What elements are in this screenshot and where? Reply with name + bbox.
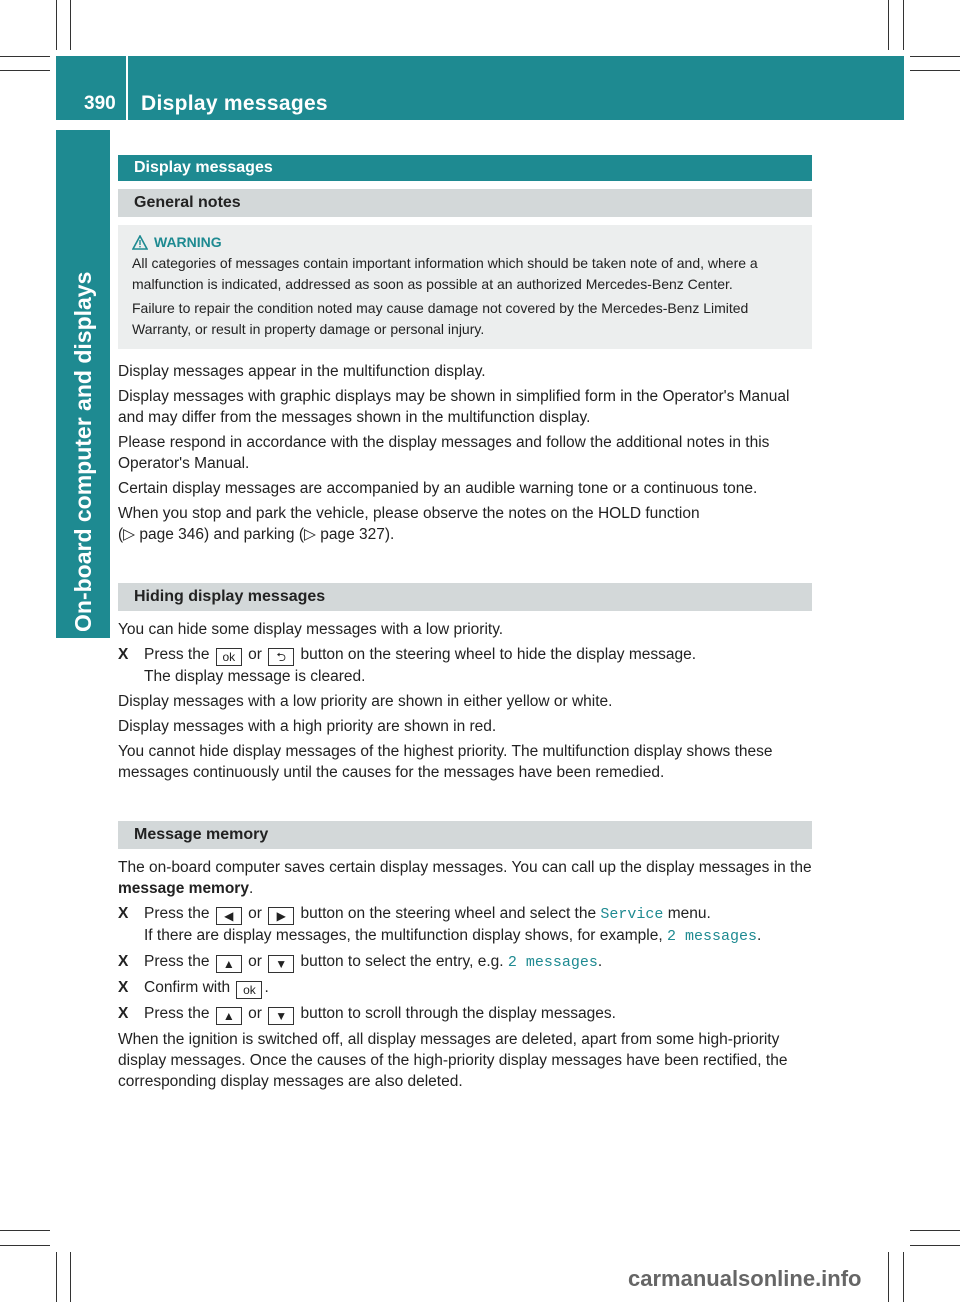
right-key-icon: ▶: [268, 907, 294, 925]
crop-mark: [910, 56, 960, 57]
paragraph: Please respond in accordance with the display messages and follow the additional notes in this Operator's Manual.: [118, 434, 770, 472]
paragraph: You cannot hide display messages of the highest priority. The multifunction display shows these messages continuously until the causes for the messages have been remedied.: [118, 743, 773, 781]
page-content: [118, 155, 812, 1096]
crop-mark: [56, 1252, 57, 1302]
paragraph-text: .: [248, 880, 254, 897]
crop-mark: [888, 0, 889, 50]
crop-mark: [903, 1252, 904, 1302]
step-text: Confirm with: [144, 979, 231, 996]
paragraph: Display messages with a low priority are shown in either yellow or white.: [118, 693, 613, 710]
warning-header: [132, 231, 802, 253]
step-text: .: [597, 953, 603, 970]
step-result: If there are display messages, the multifunction display shows, for example,: [144, 927, 663, 944]
heading-message-memory: Message memory: [118, 821, 812, 849]
step-text: Press the: [144, 905, 210, 922]
instruction-step: [118, 644, 812, 687]
page-number: 390: [84, 93, 116, 114]
heading-general-notes: General notes: [118, 189, 812, 217]
step-marker: X: [118, 979, 129, 996]
paragraph: [118, 857, 812, 899]
crop-mark: [0, 56, 50, 57]
header-divider: [126, 56, 128, 120]
paragraph-text: The on-board computer saves certain display messages. You can call up the display messages in the: [118, 859, 812, 876]
paragraph: Certain display messages are accompanied by an audible warning tone or a continuous tone.: [118, 480, 758, 497]
warning-box: [118, 225, 812, 349]
crop-mark: [70, 1252, 71, 1302]
crop-mark: [903, 0, 904, 50]
step-text: Press the: [144, 646, 210, 663]
crop-mark: [910, 1245, 960, 1246]
crop-mark: [910, 70, 960, 71]
down-key-icon: ▼: [268, 955, 294, 973]
instruction-step: [118, 977, 812, 999]
crop-mark: [56, 0, 57, 50]
paragraph: When the ignition is switched off, all display messages are deleted, apart from some high-priority display messages. Once the causes of the high-priority display messages have been rectified, the corresponding display messages are also deleted.: [118, 1031, 788, 1090]
crop-mark: [0, 1230, 50, 1231]
display-text-service: Service: [600, 906, 664, 923]
step-text: or: [248, 953, 262, 970]
crop-mark: [0, 1245, 50, 1246]
paragraph: Display messages appear in the multifunction display.: [118, 363, 486, 380]
page-reference-links[interactable]: (▷ page 346) and parking (▷ page 327).: [118, 526, 395, 543]
step-text: or: [248, 646, 262, 663]
display-text-messages: 2 messages: [507, 954, 598, 971]
paragraph: Display messages with graphic displays may be shown in simplified form in the Operator's Manual and may differ from the messages shown in the multifunction display.: [118, 388, 790, 426]
watermark: carmanualsonline.info: [628, 1266, 862, 1291]
step-text: button to select the entry, e.g.: [300, 953, 504, 970]
ok-key-icon: ok: [216, 648, 242, 666]
ok-key-icon: ok: [236, 981, 262, 999]
step-text: Press the: [144, 1005, 210, 1022]
step-text: or: [248, 905, 262, 922]
down-key-icon: ▼: [268, 1007, 294, 1025]
step-text: button to scroll through the display messages.: [300, 1005, 616, 1022]
paragraph: Display messages with a high priority are shown in red.: [118, 718, 497, 735]
step-text: menu.: [667, 905, 711, 922]
crop-mark: [0, 70, 50, 71]
warning-label: WARNING: [154, 233, 222, 250]
step-text: button on the steering wheel and select the: [300, 905, 597, 922]
header-title: Display messages: [141, 92, 328, 115]
up-key-icon: ▲: [216, 955, 242, 973]
display-text-messages: 2 messages: [666, 928, 757, 945]
bold-term: message memory: [118, 880, 249, 897]
step-marker: X: [118, 953, 129, 970]
instruction-step: [118, 903, 812, 947]
step-result: The display message is cleared.: [144, 668, 366, 685]
step-text: .: [264, 979, 269, 996]
step-text: or: [248, 1005, 262, 1022]
left-key-icon: ◀: [216, 907, 242, 925]
chapter-tab-label: On-board computer and displays: [70, 271, 96, 632]
paragraph-line: When you stop and park the vehicle, please observe the notes on the HOLD function: [118, 505, 700, 522]
warning-text: All categories of messages contain important information which should be taken note of and, where a malfunction is indicated, addressed as soon as possible at an authorized Mercedes-Benz Center.: [132, 255, 758, 292]
crop-mark: [888, 1252, 889, 1302]
paragraph: [118, 503, 812, 545]
step-text: .: [756, 927, 762, 944]
instruction-step: [118, 951, 812, 973]
up-key-icon: ▲: [216, 1007, 242, 1025]
step-marker: X: [118, 646, 129, 663]
step-text: Press the: [144, 953, 210, 970]
section-title: Display messages: [118, 155, 812, 181]
step-marker: X: [118, 905, 129, 922]
back-key-icon: ⮌: [268, 648, 294, 666]
instruction-step: [118, 1003, 812, 1025]
step-text: button on the steering wheel to hide the display message.: [300, 646, 697, 663]
crop-mark: [70, 0, 71, 50]
warning-triangle-icon: [132, 235, 148, 250]
paragraph: You can hide some display messages with a low priority.: [118, 621, 504, 638]
heading-hiding-display-messages: Hiding display messages: [118, 583, 812, 611]
step-marker: X: [118, 1005, 129, 1022]
crop-mark: [910, 1230, 960, 1231]
warning-text: Failure to repair the condition noted may cause damage not covered by the Mercedes-Benz Limited Warranty, or result in property damage or personal injury.: [132, 300, 749, 337]
